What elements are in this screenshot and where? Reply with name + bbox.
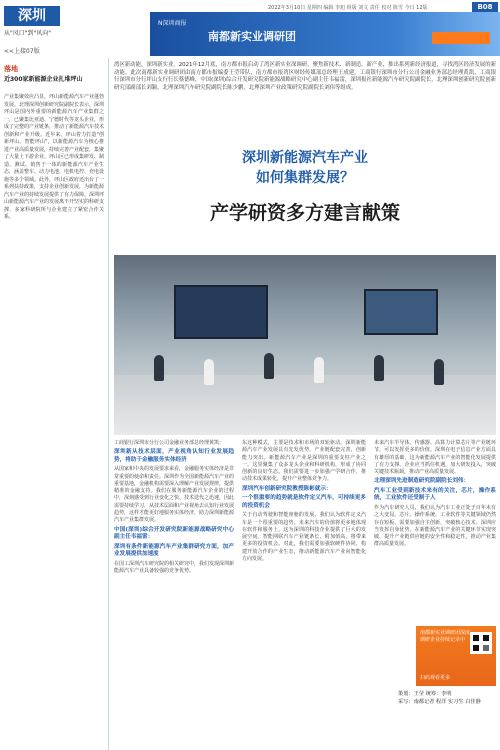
banner-accent	[432, 32, 490, 44]
left-column-head: 落地	[4, 65, 18, 73]
left-column-subhead: 近300家新能源企业扎堆坪山	[4, 76, 83, 83]
section-heading: 一个很重要的趋势就是软件定义汽车，可持续更多的投资机会	[242, 495, 366, 509]
photo-screen-left	[174, 285, 268, 339]
header-banner	[150, 12, 500, 56]
credit-line: 采写：南都记者 程洋 实习生 白佳静	[398, 699, 481, 705]
photo-person	[314, 357, 324, 383]
qr-code-icon[interactable]	[470, 632, 492, 654]
promo-text: 南都新实业调研团深度调研企业持续记录中	[420, 630, 471, 643]
page-number: B08	[472, 2, 498, 12]
section-logo: 深圳	[4, 6, 60, 26]
speaker-intro: 北理深圳先进制造研究院副院长刘伟：	[374, 478, 470, 485]
promo-scan-text: 扫码观看更多	[420, 675, 451, 681]
banner-title: 南都新实业调研团	[208, 30, 296, 43]
headline-line-1: 深圳新能源汽车产业	[242, 150, 368, 166]
photo-person	[434, 359, 444, 385]
paragraph: 关于自动驾驶和智能座舱的发展，我们认为软件定义汽车是一个很重要的趋势。未来汽车的价值将更多地体现在软件和服务上，这为深圳的科技企业提供了巨大的发展空间。智能网联汽车产业链条长、附加值高，将带来更多的投资机会。对此，我们需要加强软硬件协同，构建开放合作的产业生态，推动新能源汽车产业向智能化方向发展。	[242, 512, 366, 563]
paragraph: 在国工深圳汽车研究院的相关研究中，我们发现深圳新能源汽车产业具备较强的竞争优势。	[114, 560, 235, 574]
credit-line: 策划：王莹 统筹：李明	[398, 691, 452, 697]
speaker-intro: 深圳汽车创新研究院教授陈彬就示：	[242, 485, 332, 492]
date-line: 2022年3月10日 星期四 编辑 李旭 组版 刘文 责任 校对 陈雪 今日 12版	[268, 5, 428, 11]
promo-box	[416, 626, 496, 686]
intro-paragraph: 湾区新动能，深圳新实业。2021年12月底，南方都市报启动了湾区新实业深调研，聚焦新技术、新制造、新产业，推出系列新经济报道，寻找湾区经济发展的新动能。此次南都新实业调研团由南方都市报编委王莹带队，南方都市报湾区财经传媒部总经理王成建，工商银行深圳市分行公司金融业务部总经理黄凯，工商银行深圳市分行坪山支行行长蔡德峰，中国(深圳)综合开发研究院新能源战略研究中心副主任韦福雷，深圳报社新能源汽车研究院副院长，北理深圳创新研究院创新研究部副部长刘颖，北理深圳汽车研究院副院长陈少鹏，北理深圳产业政策研究院副院长刘伟等组成。	[114, 62, 496, 91]
credits	[398, 690, 498, 706]
continued-from: <<上接07版	[4, 48, 40, 55]
speaker-intro: 中国(深圳)综合开发研究院新能源战略研究中心副主任韦福雷：	[114, 526, 234, 541]
photo-person	[374, 355, 384, 381]
photo-person	[264, 353, 274, 379]
photo-person	[204, 359, 214, 385]
paragraph: 从国家和中央的发展要求来看，金融服务实体经济是非常重要的使命和责任。深圳作为全国新能源汽车产业的重要基地，金融机构需要深入理解产业发展规律，提供精准的金融支持。我们在服务新能源汽车企业的过程中，深刻感受到行业变化之快、技术迭代之迅速，因此需要持续学习，从技术层面和产业视角去认知行业发展趋势，这样才能更好地服务实体经济，助力深圳新能源汽车产业集群发展。	[114, 466, 235, 524]
photo-person	[154, 355, 164, 381]
speaker-intro: 工商银行深圳市分行公司金融业务部总经理黄凯：	[114, 440, 225, 446]
headline-block	[114, 148, 496, 256]
banner-brand: N深圳商报	[158, 20, 187, 27]
article-column-2	[242, 440, 366, 563]
paragraph: 未来汽车半导体、传感器、高算力计算芯片等产业链环节，可以发挥更多的价值。深圳在电子信息产业方面具有雄厚的基础，这为新能源汽车产业的智能化发展提供了有力支撑。企业应当抓住机遇，加大研发投入，突破关键技术瓶颈，推动产业高质量发展。	[374, 440, 496, 476]
section-slogan: 从"风口"到"风向"	[4, 30, 52, 37]
headline-line-2: 如何集群发展？	[256, 170, 354, 186]
photo-screen-right	[364, 289, 438, 335]
paragraph: 作为汽车研究人员，我们认为汽车工业正处于百年未有之大变局。芯片、操作系统、工业软件等关键领域仍然存在短板，需要加强自主创新，突破核心技术。深圳应当发挥自身优势，在新能源汽车产业的关键环节实现突破，提升产业链供应链的安全性和稳定性，推动产业集群高质量发展。	[374, 504, 496, 548]
headline-main: 产学研资多方建言献策	[209, 202, 400, 224]
masthead	[0, 0, 500, 58]
section-heading: 深圳新从技术层面，产业视角认知行业发展趋势，将助于金融服务实体经济	[114, 449, 234, 463]
article-column-1	[114, 440, 234, 575]
left-column	[0, 58, 109, 750]
article-column-3	[374, 440, 496, 549]
meeting-photo	[114, 255, 496, 435]
paragraph: 东这种模式，主要是技术和市场的双轮驱动。深圳新能源汽车产业发展具有先发优势，产业链配套完善，创新能力突出。新能源汽车产业是深圳的重要支柱产业之一，这里聚集了众多龙头企业和科研机构，形成了协同创新的良好生态。我们需要进一步加强产学研合作，推动技术成果转化，提升产业整体竞争力。	[242, 440, 366, 483]
section-heading: 汽车工业受到新技术来有的关注，芯片，操作系统，工业软件还受制于人	[374, 487, 496, 502]
left-column-body: 产业集聚效应凸显，坪山新能源汽车产业蓬勃发展。北理深圳创新研究院副院长表示，深圳坪山是国内外重要的新能源汽车产业集群之一，已聚集比亚迪、宁德时代等龙头企业，形成了完整的产业链条，推动了新能源汽车技术创新和产业升级。近年来，坪山着力打造"创新坪山、智能坪山"，以新能源汽车为核心推进产业高质量发展，持续完善产业配套，集聚了大量上下游企业。坪山区已形成集研发、制造、测试、销售于一体的新能源汽车产业生态，涵盖整车、动力电池、电机电控、充电设施等多个领域。此外，坪山区政府还出台了一系列扶持政策，支持企业创新发展，为新能源汽车产业的持续发展提供了有力保障。深圳坪山新能源汽车产业的发展离不开坚实的科研支撑，多家科研院所与企业建立了紧密合作关系。	[4, 94, 105, 220]
section-heading: 深圳有条件新能源汽车产业集群研究方面，加产业发展提供加速度	[114, 543, 234, 558]
